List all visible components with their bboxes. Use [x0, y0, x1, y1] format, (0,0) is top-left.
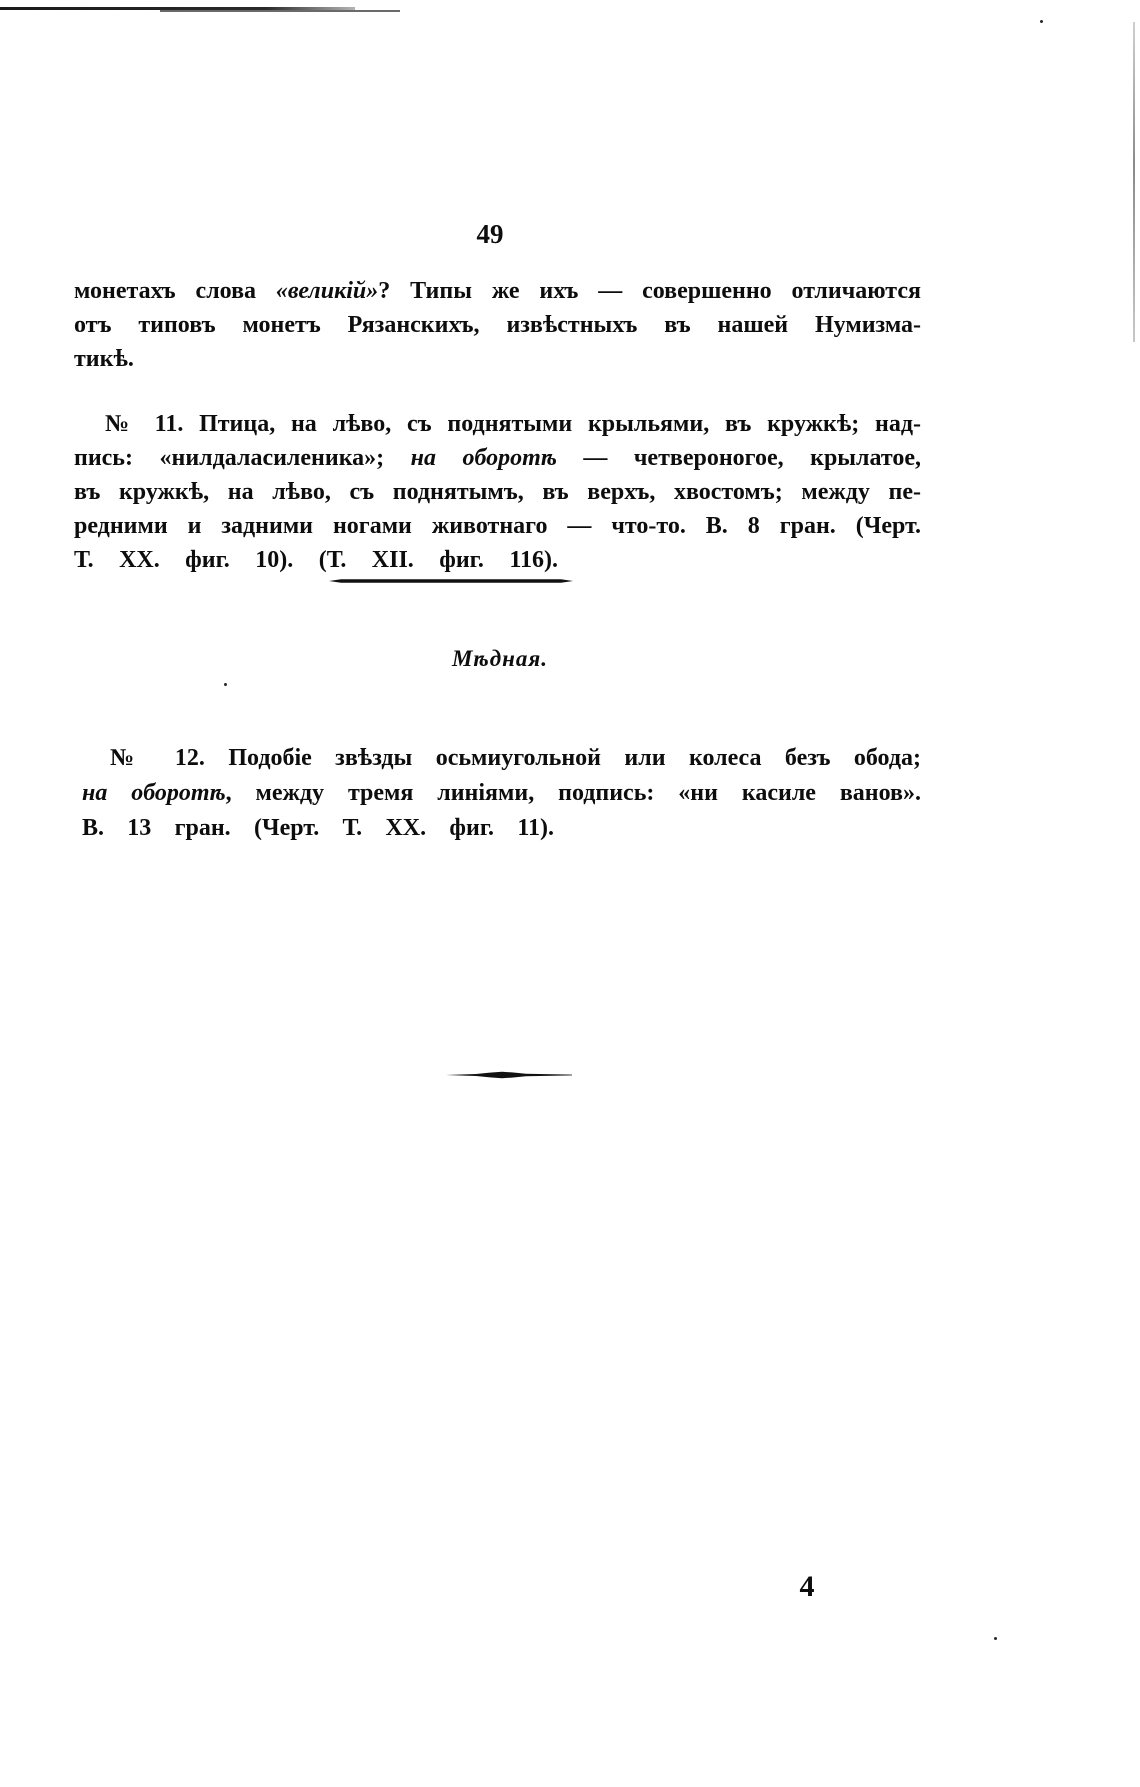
text-line: редними и задними ногами животнаго — что-то. В. 8 гран. (Черт. — [74, 513, 921, 539]
paragraph-entry-12 — [82, 741, 921, 846]
scan-artifact-right-edge — [1133, 22, 1135, 342]
italic-word: «великій» — [275, 278, 379, 304]
text-line — [74, 274, 921, 308]
signature-mark: 4 — [799, 1570, 815, 1603]
text-line: отъ типовъ монетъ Рязанскихъ, извѣстныхъ въ нашей Нумизма- — [74, 312, 921, 338]
text-line: № 12. Подобіе звѣзды осьмиугольной или колеса безъ обода; — [110, 745, 921, 771]
scan-artifact-top-line-thin — [160, 10, 400, 12]
rule-divider — [329, 577, 573, 585]
text-line: въ кружкѣ, на лѣво, съ поднятымъ, въ верхъ, хвостомъ; между пе- — [74, 479, 921, 505]
ornamental-rule — [446, 1069, 572, 1081]
text-segment: монетахъ слова — [74, 278, 276, 304]
paragraph-1 — [74, 274, 921, 376]
text-segment: — четвероногое, крылатое, — [556, 445, 921, 471]
italic-phrase: на оборотѣ — [82, 780, 226, 806]
text-segment: ? Типы же ихъ — совершенно отличаются — [378, 278, 922, 304]
scan-speck — [1040, 20, 1043, 23]
text-line — [82, 776, 921, 811]
section-heading: Мѣдная. — [451, 646, 549, 671]
text-line: тикѣ. — [74, 346, 134, 372]
text-line: Т. XX. фиг. 10). (Т. XII. фиг. 116). — [74, 547, 558, 573]
paragraph-entry-11 — [74, 407, 921, 577]
italic-phrase: на оборотѣ — [410, 445, 557, 471]
page-number: 49 — [476, 219, 504, 249]
text-segment: пись: «нилдаласиленика»; — [74, 445, 411, 471]
text-line: В. 13 гран. (Черт. Т. XX. фиг. 11). — [82, 815, 554, 841]
scan-speck — [224, 683, 227, 686]
text-line — [74, 441, 921, 475]
scan-speck — [994, 1637, 997, 1640]
text-segment: , между тремя линіями, подпись: «ни касиле ванов». — [225, 780, 921, 806]
text-line: № 11. Птица, на лѣво, съ поднятыми крыльями, въ кружкѣ; над- — [105, 411, 921, 437]
